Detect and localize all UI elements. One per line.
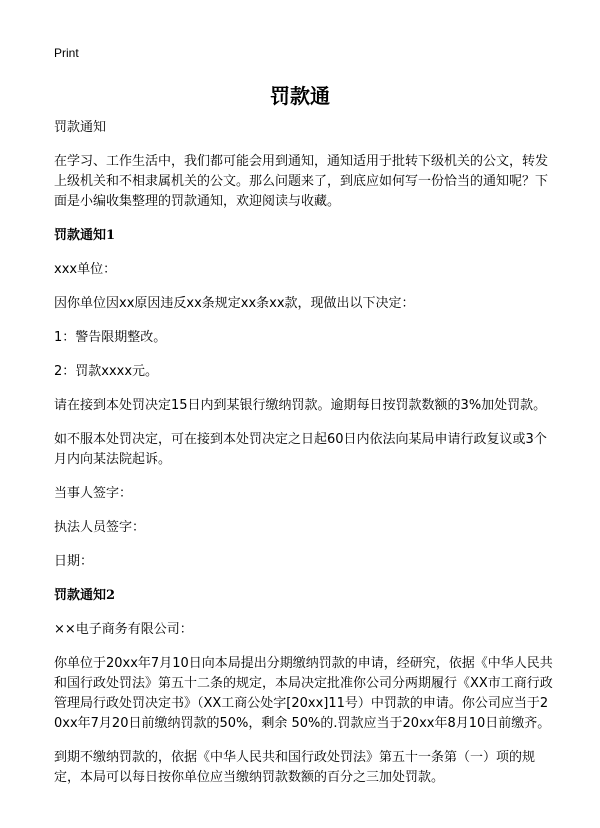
- paragraph: 2：罚款xxxx元。: [54, 364, 159, 379]
- paragraph: 请在接到本处罚决定15日内到某银行缴纳罚款。逾期每日按罚款数额的3%加处罚款。: [54, 398, 547, 413]
- paragraph: 如不服本处罚决定，可在接到本处罚决定之日起60日内依法向某局申请行政复议或3个月内向某法院起诉。: [54, 432, 547, 467]
- paragraph: 1：警告限期整改。: [54, 330, 167, 345]
- paragraph: 因你单位因xx原因违反xx条规定xx条xx款，现做出以下决定：: [54, 296, 415, 311]
- section-heading-1: 罚款通知1: [54, 228, 116, 243]
- date-line: 日期：: [54, 554, 94, 569]
- paragraph: 你单位于20xx年7月10日向本局提出分期缴纳罚款的申请，经研究，依据《中华人民共和国行政处罚法》第五十二条的规定，本局决定批准你公司分两期履行《XX市工商行政管理局行政处罚决定书》（XX工商公处字[20xx]11号）中罚款的申请。你公司应当于20xx年7月20日前缴纳罚款的50%，剩余 50%的.罚款应当于20xx年8月10日前缴齐。: [54, 656, 553, 731]
- paragraph: 到期不缴纳罚款的，依据《中华人民共和国行政处罚法》第五十一条第（一）项的规定，本局可以每日按你单位应当缴纳罚款数额的百分之三加处罚款。: [54, 750, 536, 785]
- print-link[interactable]: Print: [54, 46, 79, 60]
- page-title: 罚款通: [270, 84, 330, 108]
- paragraph: ××电子商务有限公司：: [54, 622, 193, 637]
- paragraph: xxx单位：: [54, 262, 117, 277]
- document-body: [54, 118, 554, 802]
- signature-line: 执法人员签字：: [54, 520, 146, 535]
- signature-line: 当事人签字：: [54, 486, 133, 501]
- section-heading-2: 罚款通知2: [54, 588, 116, 603]
- subtitle: 罚款通知: [54, 120, 107, 135]
- intro-paragraph: 在学习、工作生活中，我们都可能会用到通知，通知适用于批转下级机关的公文，转发上级机关和不相隶属机关的公文。那么问题来了，到底应如何写一份恰当的通知呢？下面是小编收集整理的罚款通知，欢迎阅读与收藏。: [54, 154, 549, 209]
